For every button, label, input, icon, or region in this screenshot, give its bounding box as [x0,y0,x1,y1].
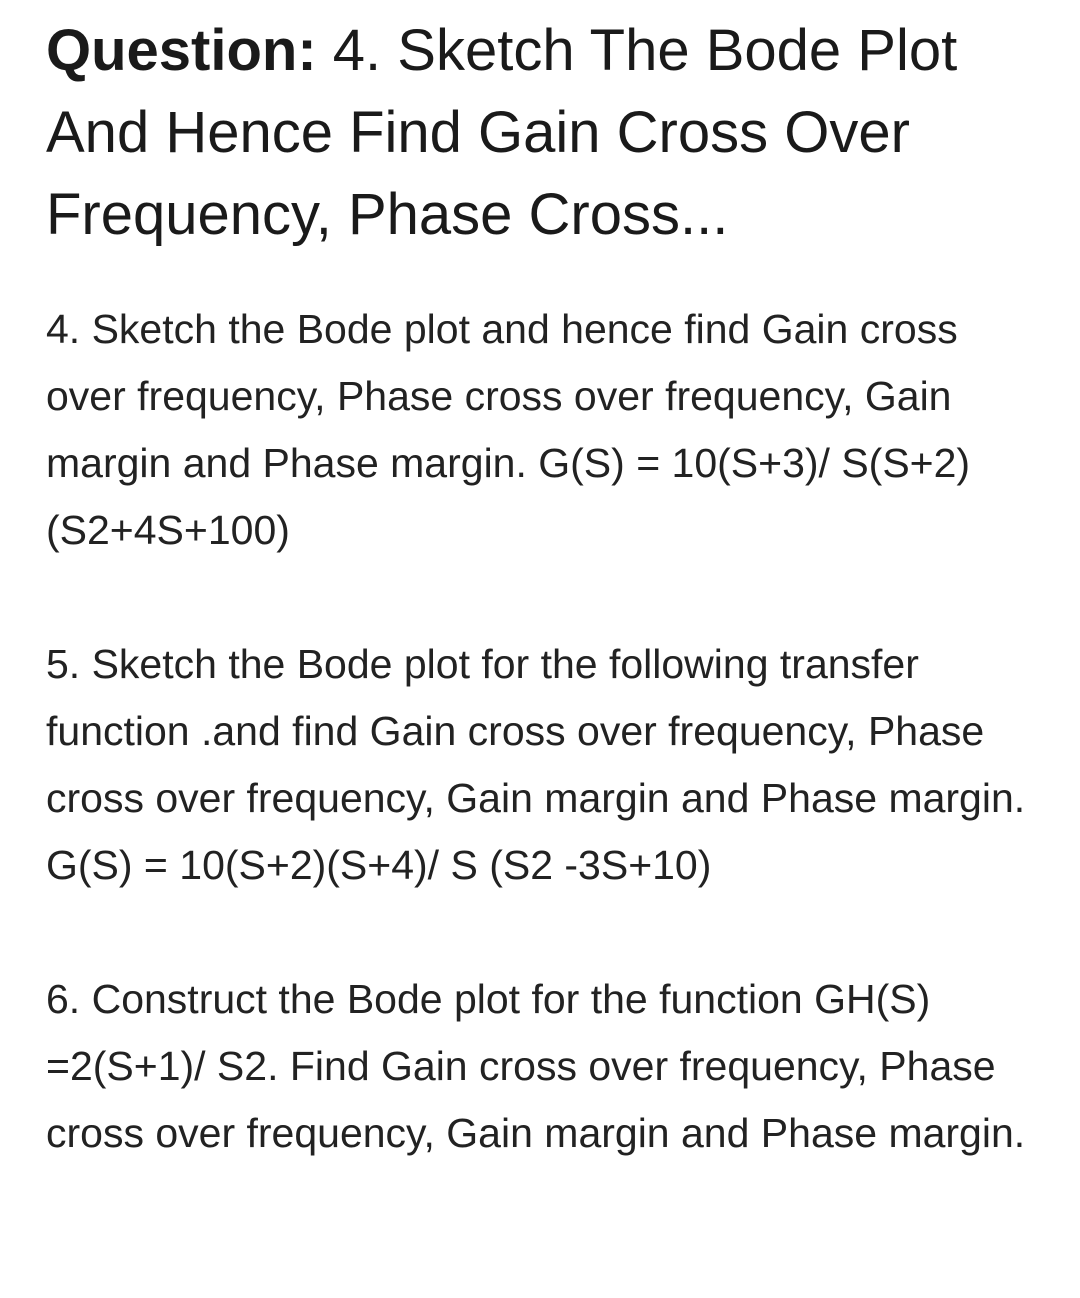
question-6-text: 6. Construct the Bode plot for the function GH(S) =2(S+1)/ S2. Find Gain cross over frequency, Phase cross over frequency, Gain margin and Phase margin. [46,976,1026,1156]
paragraph-gap [46,564,1040,631]
question-5-formula: G(S) = 10(S+2)(S+4)/ S (S2 -3S+10) [46,842,712,888]
question-4-text: 4. Sketch the Bode plot and hence find Gain cross over frequency, Phase cross over frequency, Gain margin and Phase margin. G(S) = 10(S+3)/ S(S+2) (S2+4S+100) [46,306,971,553]
question-title [46,10,1040,256]
question-label: Question: [46,18,317,83]
question-5-text: 5. Sketch the Bode plot for the following transfer function .and find Gain cross over frequency, Phase cross over frequency, Gain margin and Phase margin. [46,641,1026,821]
question-body [46,296,1040,1167]
question-title-text: 4. Sketch The Bode Plot And Hence Find Gain Cross Over Frequency, Phase Cross... [46,18,958,247]
paragraph-gap [46,899,1040,966]
